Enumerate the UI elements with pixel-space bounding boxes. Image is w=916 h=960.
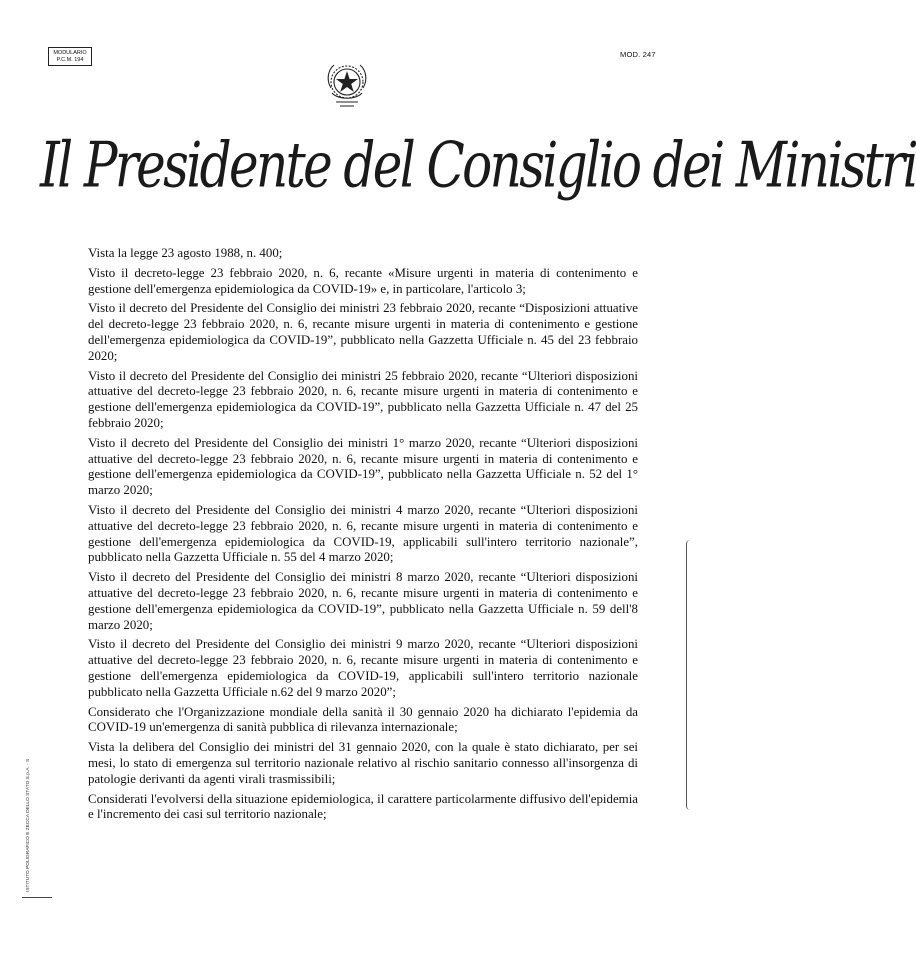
page-edge [686, 540, 690, 810]
modulario-box [48, 47, 92, 66]
paragraph: Visto il decreto del Presidente del Consiglio dei ministri 25 febbraio 2020, recante “Ulteriori disposizioni attuative del decreto-legge 23 febbraio 2020, n. 6, recante misure urgenti in materia di contenimento e gestione dell'emergenza epidemiologica da COVID-19”, pubblicato nella Gazzetta Ufficiale n. 47 del 25 febbraio 2020; [88, 368, 638, 430]
paragraph: Visto il decreto del Presidente del Consiglio dei ministri 8 marzo 2020, recante “Ulteriori disposizioni attuative del decreto-legge 23 febbraio 2020, n. 6, recante misure urgenti in materia di contenimento e gestione dell'emergenza epidemiologica da COVID-19”, pubblicato nella Gazzetta Ufficiale n. 59 dell'8 marzo 2020; [88, 570, 638, 632]
paragraph: Visto il decreto del Presidente del Consiglio dei ministri 9 marzo 2020, recante “Ulteriori disposizioni attuative del decreto-legge 23 febbraio 2020, n. 6, recante misure urgenti in materia di contenimento e gestione dell'emergenza epidemiologica da COVID-19, applicabili sull'intero territorio nazionale pubblicato nella Gazzetta Ufficiale n.62 del 9 marzo 2020”; [88, 637, 638, 699]
paragraph: Visto il decreto del Presidente del Consiglio dei ministri 4 marzo 2020, recante “Ulteriori disposizioni attuative del decreto-legge 23 febbraio 2020, n. 6, recante misure urgenti in materia di contenimento e gestione dell'emergenza epidemiologica da COVID-19, applicabili sull'intero territorio nazionale”, pubblicato nella Gazzetta Ufficiale n. 55 del 4 marzo 2020; [88, 502, 638, 565]
paragraph: Vista la delibera del Consiglio dei ministri del 31 gennaio 2020, con la quale è stato dichiarato, per sei mesi, lo stato di emergenza sul territorio nazionale relativo al rischio sanitario connesso all'insorgenza di patologie derivanti da agenti virali trasmissibili; [88, 740, 638, 786]
paragraph: Vista la legge 23 agosto 1988, n. 400; [88, 246, 283, 260]
paragraph: Considerati l'evolversi della situazione epidemiologica, il carattere particolarmente diffusivo dell'epidemia e l'incremento dei casi sul territorio nazionale; [88, 791, 638, 822]
paragraph: Visto il decreto del Presidente del Consiglio dei ministri 23 febbraio 2020, recante “Disposizioni attuative del decreto-legge 23 febbraio 2020, n. 6, recante misure urgenti in materia di contenimento e gestione dell'emergenza epidemiologica da COVID-19”, pubblicato nella Gazzetta Ufficiale n. 45 del 23 febbraio 2020; [88, 301, 638, 363]
paragraph: Visto il decreto-legge 23 febbraio 2020, n. 6, recante «Misure urgenti in materia di contenimento e gestione dell'emergenza epidemiologica da COVID-19» e, in particolare, l'articolo 3; [88, 265, 638, 296]
italian-republic-emblem-icon [322, 58, 372, 113]
modulario-label: MODULARIO [53, 50, 87, 56]
form-code: MOD. 247 [620, 50, 656, 59]
document-body [88, 246, 638, 827]
page-title: Il Presidente del Consiglio dei Ministri [40, 128, 916, 202]
footer-rule [22, 897, 52, 898]
pcm-code: P.C.M. 194 [56, 57, 84, 63]
paragraph: Considerato che l'Organizzazione mondiale della sanità il 30 gennaio 2020 ha dichiarato l'epidemia da COVID-19 un'emergenza di sanità pubblica di rilevanza internazionale; [88, 704, 638, 735]
printer-imprint-container [26, 712, 34, 892]
printer-imprint: ISTITUTO POLIGRAFICO E ZECCA DELLO STATO S.p.A. - S [26, 758, 31, 892]
paragraph: Visto il decreto del Presidente del Consiglio dei ministri 1° marzo 2020, recante “Ulteriori disposizioni attuative del decreto-legge 23 febbraio 2020, n. 6, recante misure urgenti in materia di contenimento e gestione dell'emergenza epidemiologica da COVID-19”, pubblicato nella Gazzetta Ufficiale n. 52 del 1° marzo 2020; [88, 435, 638, 498]
